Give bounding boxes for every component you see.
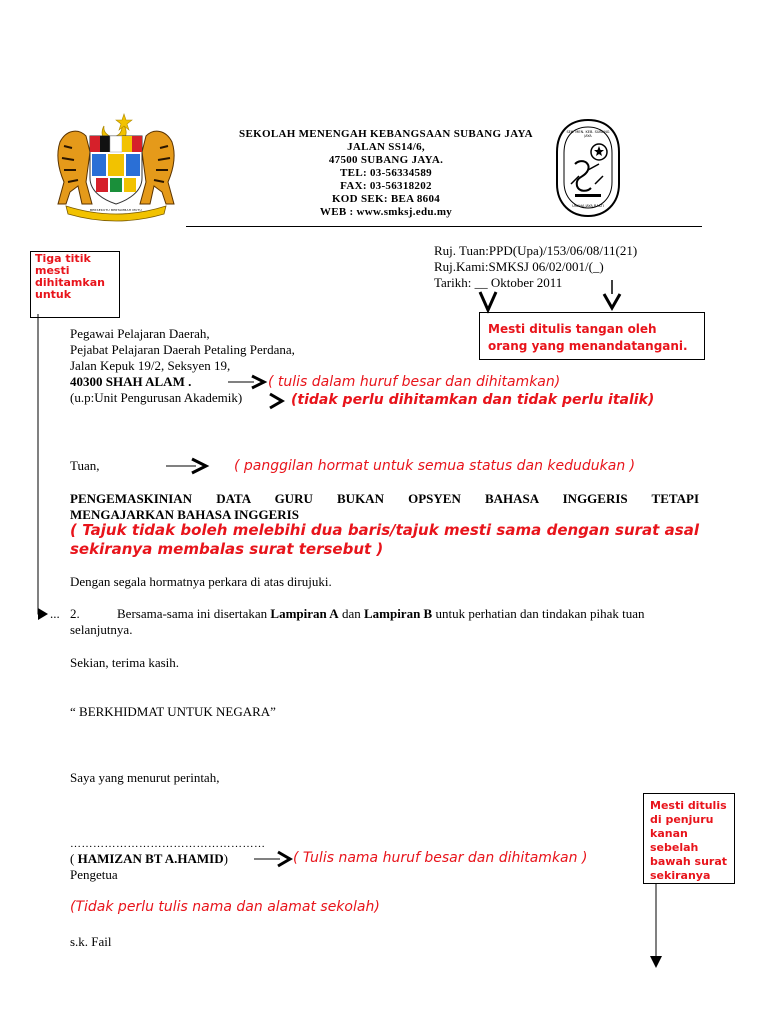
malaysia-coat-of-arms: [56, 112, 176, 222]
note-no-bold-italic: (tidak perlu dihitamkan dan tidak perlu italik): [291, 392, 655, 408]
note-title-rule: ( Tajuk tidak boleh melebihi dua baris/tajuk mesti sama dengan surat asal sekiranya membalas surat tersebut ): [70, 521, 699, 558]
signatory-name: ( HAMIZAN BT A.HAMID): [70, 851, 228, 866]
recipient-line-1: Pegawai Pelajaran Daerah,: [70, 326, 210, 341]
letter-title-line-1: PENGEMASKINIAN DATA GURU BUKAN OPSYEN BAHASA INGGERIS TETAPI: [70, 491, 699, 506]
school-logo-bottom-text: USAHA JAYA BAKTI: [572, 204, 604, 208]
salutation: Tuan,: [70, 458, 100, 473]
note-name-rule: ( Tulis nama huruf besar dan dihitamkan ): [293, 850, 588, 866]
signoff: Saya yang menurut perintah,: [70, 770, 220, 785]
paragraph-2-number: 2.: [70, 606, 80, 621]
right-guide-arrow-icon: [643, 884, 673, 974]
school-fax: FAX: 03-56318202: [340, 180, 432, 192]
recipient-line-2: Pejabat Pelajaran Daerah Petaling Perdana,: [70, 342, 295, 357]
school-name: SEKOLAH MENENGAH KEBANGSAAN SUBANG JAYA: [239, 128, 533, 140]
school-logo: [555, 118, 621, 218]
school-address-2: 47500 SUBANG JAYA.: [328, 154, 444, 166]
arrow-city-icon: [228, 374, 268, 394]
arrow-ref-icon: [598, 280, 628, 310]
closing: Sekian, terima kasih.: [70, 655, 180, 670]
arrow-date-icon: [474, 288, 504, 318]
cc-file: s.k. Fail: [70, 934, 112, 949]
coat-of-arms-motto: BERSEKUTU BERTAMBAH MUTU: [90, 208, 142, 212]
note-three-dots: Tiga titik mesti dihitamkan untuk: [30, 251, 120, 318]
school-web: WEB : www.smksj.edu.my: [319, 206, 453, 218]
lampiran-a: Lampiran A: [270, 606, 339, 621]
note-hand-written: Mesti ditulis tangan oleh orang yang menandatangani.: [479, 312, 705, 360]
school-logo-top-text: SEK. MEN. KEB. SUBANG JAYA: [566, 130, 610, 138]
note-salutation: ( panggilan hormat untuk semua status dan kedudukan ): [234, 458, 636, 474]
position: Pengetua: [70, 867, 118, 882]
recipient-city: 40300 SHAH ALAM .: [70, 374, 192, 389]
school-header: [186, 128, 586, 219]
paragraph-2: Bersama-sama ini disertakan Lampiran A dan Lampiran B untuk perhatian dan tindakan pihak tuan: [117, 606, 645, 621]
letter-title-line-2: MENGAJARKAN BAHASA INGGERIS: [70, 507, 299, 522]
paragraph-1: Dengan segala hormatnya perkara di atas dirujuki.: [70, 574, 332, 589]
motto: “ BERKHIDMAT UNTUK NEGARA”: [70, 704, 276, 719]
left-guide-arrow-icon: [30, 314, 70, 624]
coat-of-arms-icon: [56, 112, 176, 222]
paragraph-2-marker: ...: [50, 606, 60, 621]
ruj-tuan: Ruj. Tuan:PPD(Upa)/153/06/08/11(21): [434, 243, 638, 258]
school-code: KOD SEK: BEA 8604: [331, 193, 441, 205]
recipient-line-3: Jalan Kepuk 19/2, Seksyen 19,: [70, 358, 231, 373]
paragraph-2-line-2: selanjutnya.: [70, 622, 133, 637]
reference-block: [434, 243, 714, 291]
arrow-salutation-icon: [166, 456, 210, 478]
recipient-attn: (u.p:Unit Pengurusan Akademik): [70, 390, 243, 405]
school-tel: TEL: 03-56334589: [340, 167, 432, 179]
lampiran-b: Lampiran B: [363, 606, 433, 621]
note-bottom-right: Mesti ditulis di penjuru kanan sebelah bawah surat sekiranya: [643, 793, 735, 884]
school-address-1: JALAN SS14/6,: [347, 141, 425, 153]
signature-dots: ……………………………………………: [70, 838, 266, 850]
tarikh: Tarikh: __ Oktober 2011: [434, 275, 563, 290]
arrow-name-icon: [254, 850, 298, 872]
arrow-attn-icon: [266, 392, 286, 412]
note-no-school: (Tidak perlu tulis nama dan alamat sekolah): [70, 899, 380, 915]
header-divider: [186, 226, 702, 227]
note-capital-bold: ( tulis dalam huruf besar dan dihitamkan): [268, 374, 561, 390]
ruj-kami: Ruj.Kami:SMKSJ 06/02/001/(_): [434, 259, 604, 274]
